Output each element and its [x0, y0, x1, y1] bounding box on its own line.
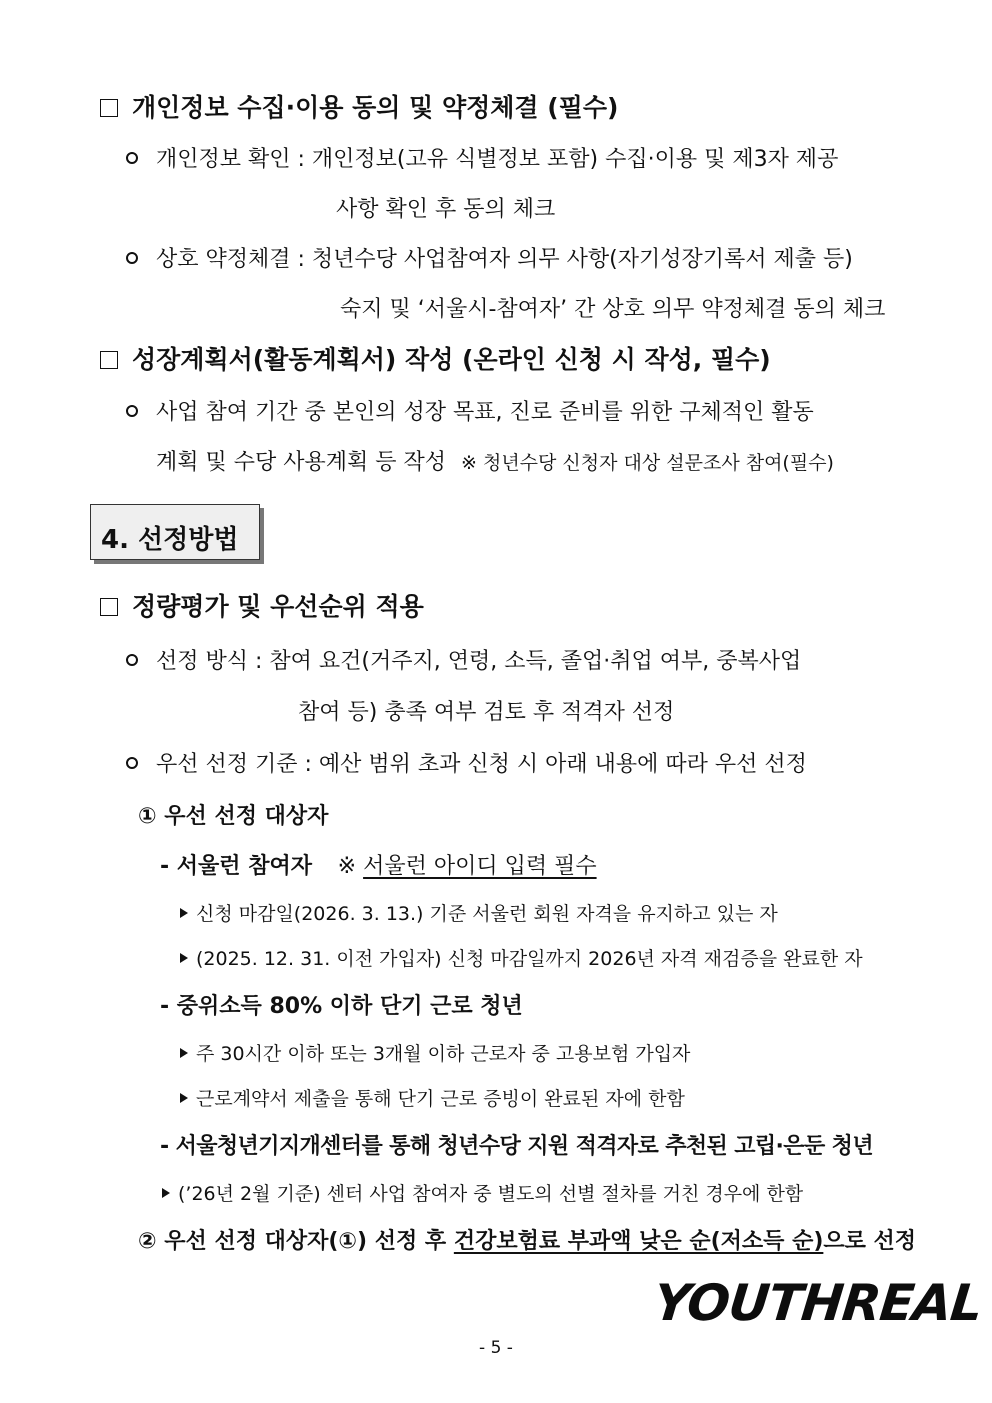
list-item-mutual-agreement: 상호 약정체결 : 청년수당 사업참여자 의무 사항(자기성장기록서 제출 등) [126, 249, 853, 271]
priority-ordering: ② 우선 선정 대상자(①) 선정 후 건강보험료 부과액 낮은 순(저소득 순)으로 선정 [138, 1229, 917, 1254]
list-item-selection-method: 선정 방식 : 참여 요건(거주지, 연령, 소득, 졸업·취업 여부, 중복사업 [126, 651, 801, 673]
triangle-bullet-icon [180, 1048, 188, 1058]
list-item-continuation: 계획 및 수당 사용계획 등 작성 ※ 청년수당 신청자 대상 설문조사 참여(필수) [156, 450, 834, 475]
bullet-item: 신청 마감일(2026. 3. 13.) 기준 서울런 회원 자격을 유지하고 있는 자 [180, 905, 778, 924]
triangle-bullet-icon [180, 908, 188, 918]
list-item-continuation: 숙지 및 ‘서울시-참여자’ 간 상호 의무 약정체결 동의 체크 [340, 297, 886, 322]
list-item-continuation: 참여 등) 충족 여부 검토 후 적격자 선정 [298, 700, 675, 725]
section-heading-selection: 정량평가 및 우선순위 적용 [100, 594, 424, 619]
triangle-bullet-icon [180, 1093, 188, 1103]
triangle-bullet-icon [162, 1188, 170, 1198]
priority-target-title: ① 우선 선정 대상자 [138, 804, 329, 829]
group-short-term-workers: - 중위소득 80% 이하 단기 근로 청년 [160, 994, 523, 1019]
youthreal-logo: YOUTHREAL [650, 1274, 985, 1332]
chapter-title-box [90, 504, 260, 560]
seoul-learn-id-note: 서울런 아이디 입력 필수 [363, 854, 597, 879]
bullet-item: 근로계약서 제출을 통해 단기 근로 증빙이 완료된 자에 한함 [180, 1090, 685, 1109]
circle-bullet-icon [126, 405, 138, 417]
page-number: - 5 - [479, 1338, 513, 1358]
bullet-item: (’26년 2월 기준) 센터 사업 참여자 중 별도의 선별 절차를 거친 경우에 한함 [162, 1185, 803, 1204]
group-seoul-learn: - 서울런 참여자 ※ 서울런 아이디 입력 필수 [160, 854, 597, 879]
bullet-item: 주 30시간 이하 또는 3개월 이하 근로자 중 고용보험 가입자 [180, 1045, 690, 1064]
list-item-continuation: 사항 확인 후 동의 체크 [336, 197, 556, 222]
list-item-privacy-confirm: 개인정보 확인 : 개인정보(고유 식별정보 포함) 수집·이용 및 제3자 제공 [126, 149, 838, 171]
triangle-bullet-icon [180, 953, 188, 963]
section-heading-privacy: 개인정보 수집·이용 동의 및 약정체결 (필수) [100, 95, 618, 120]
section-heading-growth-plan: 성장계획서(활동계획서) 작성 (온라인 신청 시 작성, 필수) [100, 347, 771, 372]
group-isolated-youth: - 서울청년기지개센터를 통해 청년수당 지원 적격자로 추천된 고립·은둔 청년 [160, 1134, 873, 1159]
circle-bullet-icon [126, 252, 138, 264]
survey-note: ※ 청년수당 신청자 대상 설문조사 참여(필수) [461, 452, 834, 474]
circle-bullet-icon [126, 654, 138, 666]
square-bullet-icon [100, 351, 118, 369]
square-bullet-icon [100, 598, 118, 616]
bullet-item: (2025. 12. 31. 이전 가입자) 신청 마감일까지 2026년 자격 재검증을 완료한 자 [180, 950, 863, 969]
insurance-underline: 건강보험료 부과액 낮은 순(저소득 순) [453, 1229, 824, 1254]
list-item-growth-plan: 사업 참여 기간 중 본인의 성장 목표, 진로 준비를 위한 구체적인 활동 [126, 402, 814, 424]
circle-bullet-icon [126, 152, 138, 164]
list-item-priority-criteria: 우선 선정 기준 : 예산 범위 초과 신청 시 아래 내용에 따라 우선 선정 [126, 754, 807, 776]
square-bullet-icon [100, 99, 118, 117]
chapter-title: 4. 선정방법 [101, 525, 239, 555]
circle-bullet-icon [126, 757, 138, 769]
